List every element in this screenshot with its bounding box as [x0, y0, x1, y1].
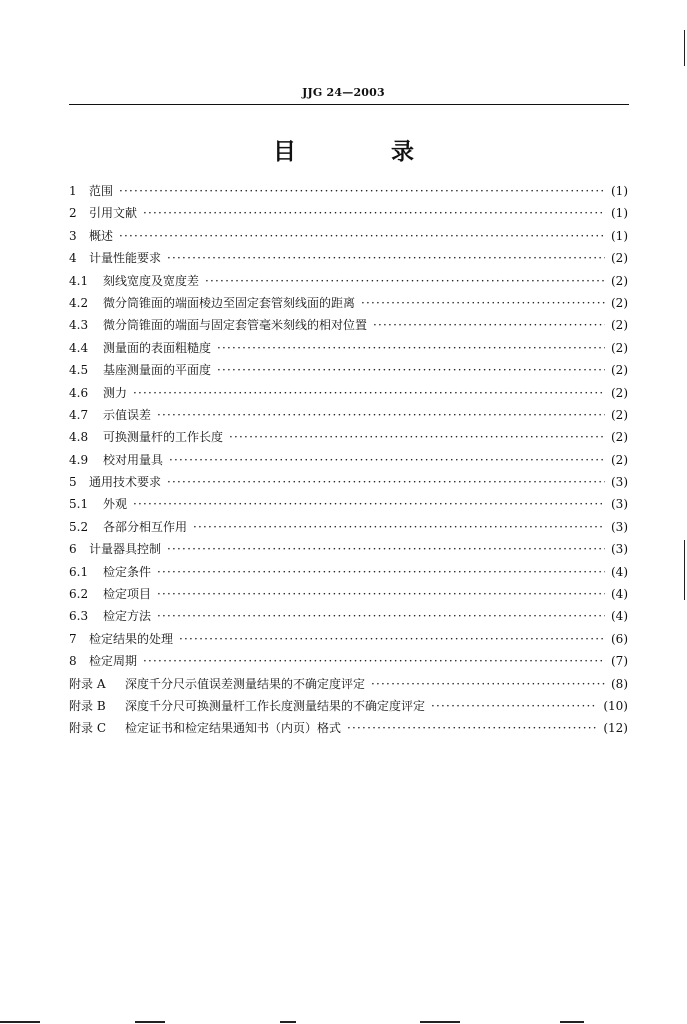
toc-entry-page: (8) — [611, 676, 628, 691]
toc-entry[interactable] — [69, 204, 628, 226]
dot-leader — [157, 587, 605, 601]
dot-leader — [143, 206, 605, 220]
dot-leader — [167, 542, 605, 556]
toc-entry-label: 示值误差 — [103, 407, 152, 422]
toc-entry-number: 附录 B — [69, 698, 106, 713]
toc-entry-page: (2) — [611, 340, 628, 355]
dot-leader — [119, 229, 605, 243]
dot-leader — [133, 386, 605, 400]
toc-entry[interactable] — [69, 495, 628, 517]
toc-entry[interactable] — [69, 272, 628, 294]
toc-entry-label: 基座测量面的平面度 — [103, 363, 212, 378]
scan-artifact — [420, 1021, 460, 1023]
toc-entry-page: (3) — [611, 475, 628, 490]
toc-entry-number: 6.2 — [69, 587, 89, 602]
toc-entry-number: 2 — [69, 206, 77, 221]
standard-code: JJG 24—2003 — [302, 86, 385, 99]
toc-entry-label: 计量性能要求 — [89, 251, 162, 266]
toc-entry[interactable] — [69, 451, 628, 473]
toc-entry-page: (2) — [611, 385, 628, 400]
toc-entry[interactable] — [69, 652, 628, 674]
toc-entry-number: 4.9 — [69, 452, 89, 467]
toc-entry[interactable] — [69, 585, 628, 607]
header-rule — [69, 104, 629, 105]
scan-artifact — [560, 1021, 584, 1023]
toc-entry[interactable] — [69, 540, 628, 562]
toc-entry-label: 刻线宽度及宽度差 — [103, 273, 200, 288]
toc-entry-number: 6.1 — [69, 564, 89, 579]
dot-leader — [169, 453, 605, 467]
toc-entry-label: 范围 — [89, 184, 114, 198]
dot-leader — [157, 609, 605, 623]
toc-entry-number: 4.3 — [69, 318, 89, 333]
toc-entry-page: (4) — [611, 564, 628, 579]
toc-entry-label: 检定条件 — [103, 564, 152, 579]
toc-entry-number: 4.1 — [69, 273, 89, 288]
dot-leader — [205, 274, 605, 288]
toc-entry[interactable] — [69, 697, 628, 719]
toc-entry-page: (1) — [611, 184, 628, 198]
toc-entry-number: 附录 A — [69, 676, 106, 691]
toc-entry-number: 5 — [69, 475, 77, 490]
toc-entry-label: 通用技术要求 — [89, 475, 162, 490]
toc-entry[interactable] — [69, 518, 628, 540]
toc-entry-page: (1) — [611, 206, 628, 221]
toc-entry-number: 4.5 — [69, 363, 89, 378]
dot-leader — [373, 318, 605, 332]
toc-entry-label: 外观 — [103, 497, 128, 512]
toc-entry[interactable] — [69, 361, 628, 383]
toc-entry-page: (2) — [611, 295, 628, 310]
toc-entry-page: (2) — [611, 251, 628, 266]
toc-entry-page: (1) — [611, 228, 628, 243]
scan-artifact — [135, 1021, 165, 1023]
toc-title: 目 录 — [273, 138, 450, 165]
toc-entry-number: 1 — [69, 184, 77, 198]
toc-entry-label: 测力 — [103, 385, 128, 400]
dot-leader — [167, 251, 605, 265]
toc-entry-page: (2) — [611, 363, 628, 378]
toc-entry-page: (3) — [611, 497, 628, 512]
toc-entry-label: 检定方法 — [103, 609, 152, 624]
toc-entry-number: 4.4 — [69, 340, 89, 355]
toc-entry-label: 深度千分尺可换测量杆工作长度测量结果的不确定度评定 — [125, 698, 426, 713]
toc-entry-number: 6.3 — [69, 609, 89, 624]
toc-entry[interactable] — [69, 384, 628, 406]
dot-leader — [361, 296, 605, 310]
toc-entry-page: (6) — [611, 631, 628, 646]
toc-entry-page: (2) — [611, 407, 628, 422]
toc-entry-page: (2) — [611, 318, 628, 333]
scan-artifact — [684, 540, 685, 600]
toc-entry-label: 检定证书和检定结果通知书（内页）格式 — [125, 721, 342, 736]
scan-artifact — [280, 1021, 296, 1023]
dot-leader — [193, 520, 605, 534]
toc-entry-label: 检定周期 — [89, 654, 138, 669]
toc-entry-page: (4) — [611, 609, 628, 624]
toc-entry-page: (2) — [611, 430, 628, 445]
toc-entry-number: 5.2 — [69, 519, 89, 534]
toc-entry[interactable] — [69, 675, 628, 697]
toc-entry-number: 4.7 — [69, 407, 89, 422]
dot-leader — [431, 699, 597, 713]
table-of-contents — [69, 182, 628, 742]
toc-entry-label: 校对用量具 — [103, 452, 164, 467]
toc-entry-page: (10) — [603, 698, 628, 713]
toc-entry[interactable] — [69, 227, 628, 249]
dot-leader — [371, 677, 605, 691]
toc-entry-number: 4.6 — [69, 385, 89, 400]
toc-entry-label: 计量器具控制 — [89, 542, 162, 557]
toc-entry-number: 4.2 — [69, 295, 89, 310]
dot-leader — [217, 363, 605, 377]
toc-entry[interactable] — [69, 406, 628, 428]
toc-entry-number: 6 — [69, 542, 77, 557]
toc-entry[interactable] — [69, 428, 628, 450]
toc-entry-page: (3) — [611, 542, 628, 557]
toc-entry[interactable] — [69, 294, 628, 316]
toc-entry-page: (3) — [611, 519, 628, 534]
toc-entry[interactable] — [69, 249, 628, 271]
toc-entry-label: 微分筒锥面的端面棱边至固定套管刻线面的距离 — [103, 295, 356, 310]
dot-leader — [157, 565, 605, 579]
toc-entry-label: 深度千分尺示值误差测量结果的不确定度评定 — [125, 676, 366, 691]
toc-entry-number: 附录 C — [69, 721, 106, 736]
toc-entry[interactable] — [69, 630, 628, 652]
toc-entry-label: 测量面的表面粗糙度 — [103, 340, 212, 355]
toc-entry-number: 5.1 — [69, 497, 89, 512]
dot-leader — [119, 184, 605, 198]
toc-entry-label: 检定结果的处理 — [89, 631, 174, 646]
toc-entry[interactable] — [69, 719, 628, 741]
scan-artifact — [0, 1021, 40, 1023]
toc-entry-page: (2) — [611, 452, 628, 467]
dot-leader — [229, 430, 605, 444]
toc-entry-number: 3 — [69, 228, 77, 243]
toc-entry-label: 概述 — [89, 228, 114, 243]
toc-entry-page: (4) — [611, 587, 628, 602]
dot-leader — [179, 632, 605, 646]
toc-entry-label: 检定项目 — [103, 587, 152, 602]
toc-entry-number: 8 — [69, 654, 77, 669]
toc-entry[interactable] — [69, 182, 628, 204]
toc-entry-label: 各部分相互作用 — [103, 519, 188, 534]
toc-entry-number: 4 — [69, 251, 77, 266]
dot-leader — [133, 497, 605, 511]
toc-entry-number: 7 — [69, 631, 77, 646]
dot-leader — [347, 721, 597, 735]
toc-entry-page: (7) — [611, 654, 628, 669]
toc-entry[interactable] — [69, 316, 628, 338]
toc-entry[interactable] — [69, 607, 628, 629]
toc-entry[interactable] — [69, 563, 628, 585]
toc-entry-page: (12) — [603, 721, 628, 736]
dot-leader — [157, 408, 605, 422]
toc-entry-label: 可换测量杆的工作长度 — [103, 430, 224, 445]
dot-leader — [217, 341, 605, 355]
toc-entry-label: 引用文献 — [89, 206, 138, 221]
toc-entry-label: 微分筒锥面的端面与固定套管毫米刻线的相对位置 — [103, 318, 368, 333]
scan-artifact — [684, 30, 685, 66]
toc-entry[interactable] — [69, 473, 628, 495]
toc-entry-number: 4.8 — [69, 430, 89, 445]
dot-leader — [143, 654, 605, 668]
toc-entry-page: (2) — [611, 273, 628, 288]
dot-leader — [167, 475, 605, 489]
toc-entry[interactable] — [69, 339, 628, 361]
